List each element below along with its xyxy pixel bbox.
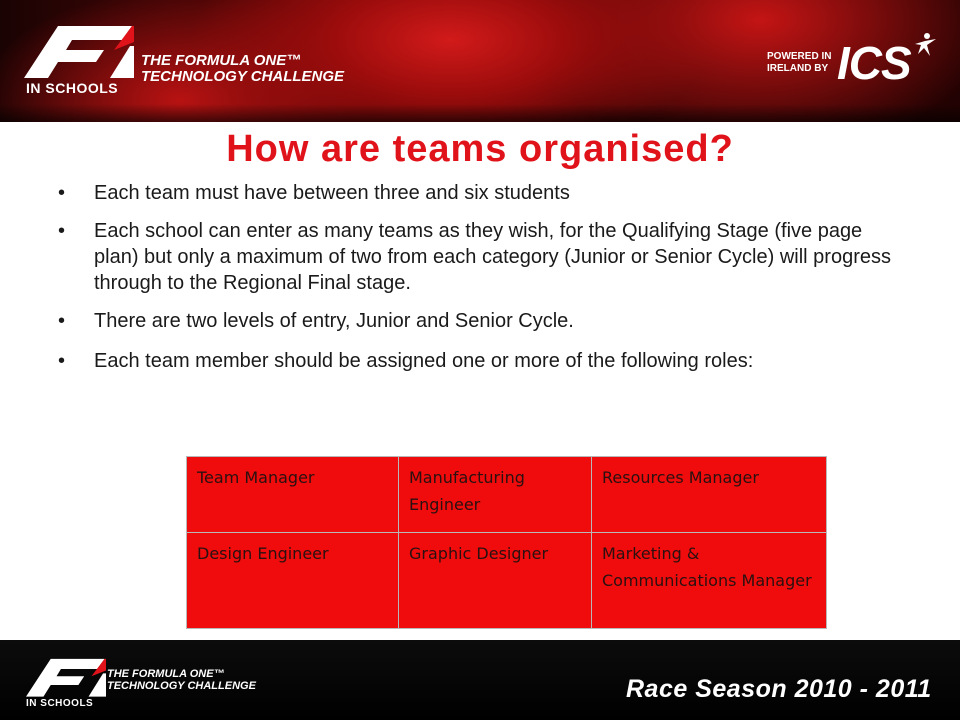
table-row xyxy=(187,533,827,629)
table-row xyxy=(187,457,827,533)
footer-logo-title xyxy=(107,668,256,692)
bullet-text: Each team member should be assigned one or more of the following roles: xyxy=(94,350,754,372)
bullet-marker: • xyxy=(58,220,66,242)
bullet-text: Each school can enter as many teams as they wish, for the Qualifying Stage (five page plan) but only a maximum of two from each category (Junior or Senior Cycle) will progress through to the Regional Final stage. xyxy=(94,220,891,294)
sponsor-name: ICS xyxy=(837,37,911,89)
sponsor-logo xyxy=(767,37,911,89)
bullet-text: There are two levels of entry, Junior and Senior Cycle. xyxy=(94,310,574,332)
bullet-item xyxy=(58,348,908,374)
footer-logo-title-line2: TECHNOLOGY CHALLENGE xyxy=(107,680,256,692)
sponsor-caption-line2: IRELAND BY xyxy=(767,63,829,74)
bullet-marker: • xyxy=(58,310,66,332)
table-cell: Resources Manager xyxy=(592,457,827,533)
table-cell: Graphic Designer xyxy=(399,533,592,629)
table-cell: Manufacturing Engineer xyxy=(399,457,592,533)
f1-logo-icon xyxy=(24,20,134,96)
bullet-list xyxy=(58,180,908,386)
bullet-text: Each team must have between three and six students xyxy=(94,182,570,204)
roles-table xyxy=(186,456,827,629)
sponsor-caption-line1: POWERED IN xyxy=(767,51,832,62)
bullet-item xyxy=(58,180,908,206)
table-cell: Team Manager xyxy=(187,457,399,533)
f1-in-schools-logo xyxy=(24,20,134,96)
star-figure-icon xyxy=(912,32,938,63)
logo-title-line1: THE FORMULA ONE™ xyxy=(141,52,302,69)
bullet-marker: • xyxy=(58,182,66,204)
table-cell: Design Engineer xyxy=(187,533,399,629)
bullet-item xyxy=(58,308,908,334)
logo-title xyxy=(141,53,344,85)
f1-logo-icon xyxy=(26,654,106,709)
page-title: How are teams organised? xyxy=(226,128,734,170)
logo-sub-text: IN SCHOOLS xyxy=(26,80,119,96)
sponsor-caption xyxy=(767,51,837,75)
race-season-label: Race Season 2010 - 2011 xyxy=(626,675,932,703)
bullet-item xyxy=(58,218,908,296)
logo-title-line2: TECHNOLOGY CHALLENGE xyxy=(141,68,345,85)
bullet-marker: • xyxy=(58,350,66,372)
footer-logo-title-line1: THE FORMULA ONE™ xyxy=(107,668,225,680)
header-banner xyxy=(0,0,960,122)
f1-in-schools-footer-logo xyxy=(26,654,106,709)
table-cell: Marketing & Communications Manager xyxy=(592,533,827,629)
logo-sub-text: IN SCHOOLS xyxy=(26,698,94,709)
